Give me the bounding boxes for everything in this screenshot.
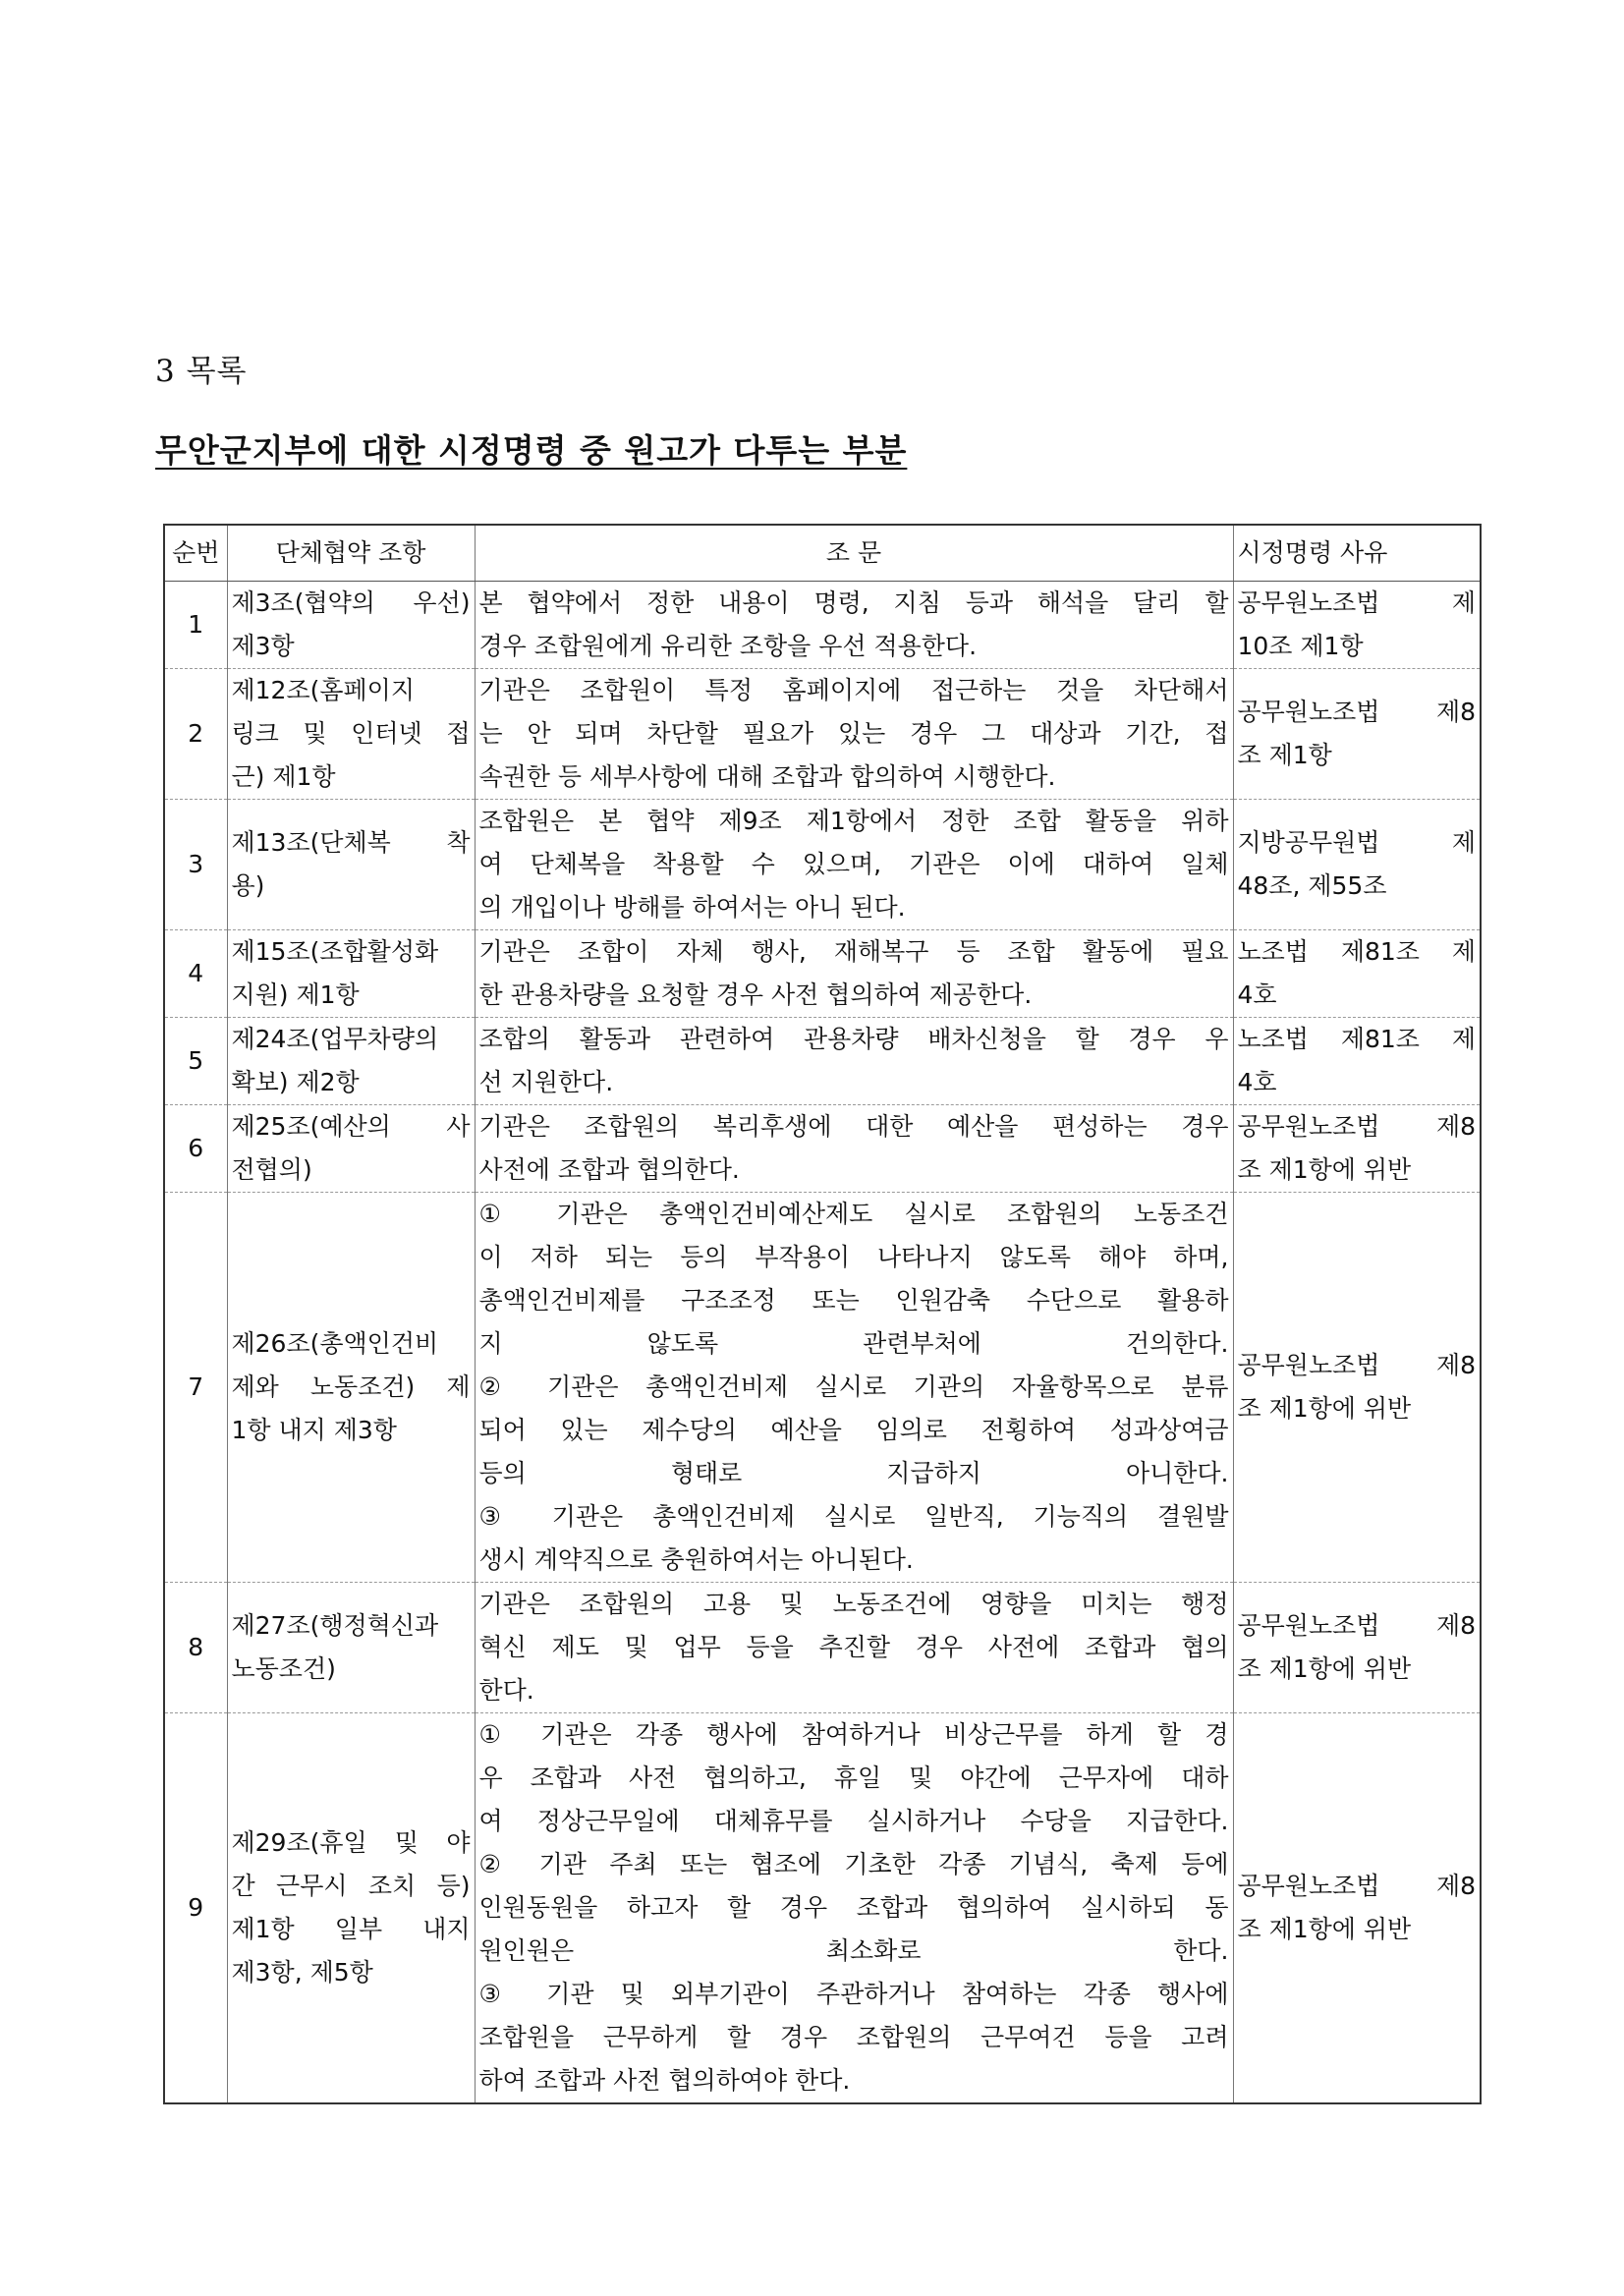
article-text-cell-line: ② 기관 주최 또는 협조에 기초한 각종 기념식, 축제 등에 bbox=[478, 1850, 1229, 1878]
article-text-cell-line: 기관은 조합원이 특정 홈페이지에 접근하는 것을 차단해서 bbox=[478, 676, 1229, 704]
article-cell-line: 제27조(행정혁신과 bbox=[231, 1611, 439, 1640]
reason-cell bbox=[1233, 1193, 1481, 1583]
article-text-cell-line: 본 협약에서 정한 내용이 명령, 지침 등과 해석을 달리 할 bbox=[478, 588, 1229, 617]
article-text-cell-line: 우 조합과 사전 협의하고, 휴일 및 야간에 근무자에 대하 bbox=[478, 1764, 1229, 1792]
article-cell-line: 노동조건) bbox=[231, 1654, 336, 1683]
article-cell-line: 제13조(단체복 착 bbox=[231, 828, 471, 857]
reason-cell bbox=[1233, 1018, 1481, 1105]
table-row bbox=[164, 1105, 1481, 1193]
reason-cell bbox=[1233, 1713, 1481, 2104]
table-body bbox=[164, 582, 1481, 2104]
article-text-cell-line: 선 지원한다. bbox=[478, 1068, 614, 1096]
article-text-cell-line: 속권한 등 세부사항에 대해 조합과 합의하여 시행한다. bbox=[478, 762, 1056, 791]
article-text-cell-line: 기관은 조합원의 복리후생에 대한 예산을 편성하는 경우 bbox=[478, 1112, 1229, 1141]
row-number: 8 bbox=[164, 1583, 227, 1713]
table-row bbox=[164, 1583, 1481, 1713]
row-number: 9 bbox=[164, 1713, 227, 2104]
article-text-cell-line: 생시 계약직으로 충원하여서는 아니된다. bbox=[478, 1545, 914, 1574]
article-cell-line: 제25조(예산의 사 bbox=[231, 1112, 471, 1141]
reason-cell-line: 노조법 제81조 제 bbox=[1237, 1025, 1476, 1053]
reason-cell-line: 조 제1항에 위반 bbox=[1237, 1915, 1412, 1943]
article-cell-line: 제29조(휴일 및 야 bbox=[231, 1828, 471, 1857]
article-cell bbox=[227, 800, 475, 930]
article-text-cell-line: 조합원은 본 협약 제9조 제1항에서 정한 조합 활동을 위하 bbox=[478, 807, 1229, 835]
article-text-cell bbox=[475, 1713, 1233, 2104]
article-cell bbox=[227, 1713, 475, 2104]
table-row bbox=[164, 800, 1481, 930]
reason-cell-line: 조 제1항에 위반 bbox=[1237, 1394, 1412, 1423]
article-text-cell-line: 혁신 제도 및 업무 등을 추진할 경우 사전에 조합과 협의 bbox=[478, 1633, 1229, 1661]
article-text-cell-line: 되어 있는 제수당의 예산을 임의로 전횡하여 성과상여금 bbox=[478, 1416, 1229, 1444]
article-cell-line: 제와 노동조건) 제 bbox=[231, 1372, 471, 1401]
reason-cell-line: 4호 bbox=[1237, 1068, 1277, 1096]
article-text-cell-line: 의 개입이나 방해를 하여서는 아니 된다. bbox=[478, 893, 906, 922]
reason-cell bbox=[1233, 582, 1481, 669]
article-cell-line: 지원) 제1항 bbox=[231, 980, 360, 1009]
reason-cell-line: 공무원노조법 제8 bbox=[1237, 1611, 1476, 1640]
article-cell-line: 근) 제1항 bbox=[231, 762, 336, 791]
article-cell bbox=[227, 1193, 475, 1583]
reason-cell-line: 공무원노조법 제 bbox=[1237, 588, 1476, 617]
article-text-cell-line: ③ 기관은 총액인건비제 실시로 일반직, 기능직의 결원발 bbox=[478, 1502, 1229, 1531]
row-number: 4 bbox=[164, 930, 227, 1018]
article-cell-line: 1항 내지 제3항 bbox=[231, 1416, 397, 1444]
article-text-cell-line: 지 않도록 관련부처에 건의한다. bbox=[478, 1329, 1229, 1358]
reason-cell-line: 4호 bbox=[1237, 980, 1277, 1009]
reason-cell-line: 조 제1항에 위반 bbox=[1237, 1155, 1412, 1184]
article-text-cell bbox=[475, 582, 1233, 669]
row-number: 6 bbox=[164, 1105, 227, 1193]
table-row bbox=[164, 669, 1481, 800]
article-text-cell-line: 등의 형태로 지급하지 아니한다. bbox=[478, 1459, 1229, 1487]
article-text-cell-line: 경우 조합원에게 유리한 조항을 우선 적용한다. bbox=[478, 632, 978, 660]
article-text-cell-line: 한다. bbox=[478, 1676, 534, 1705]
article-text-cell bbox=[475, 1193, 1233, 1583]
article-text-cell-line: ② 기관은 총액인건비제 실시로 기관의 자율항목으로 분류 bbox=[478, 1372, 1229, 1401]
article-cell bbox=[227, 1105, 475, 1193]
article-cell-line: 간 근무시 조치 등) bbox=[231, 1872, 471, 1900]
article-text-cell-line: 하여 조합과 사전 협의하여야 한다. bbox=[478, 2066, 851, 2095]
reason-cell-line: 노조법 제81조 제 bbox=[1237, 937, 1476, 966]
table-row bbox=[164, 1193, 1481, 1583]
reason-cell-line: 공무원노조법 제8 bbox=[1237, 1351, 1476, 1379]
document-title: 무안군지부에 대한 시정명령 중 원고가 다투는 부분 bbox=[155, 431, 908, 470]
article-text-cell-line: 여 정상근무일에 대체휴무를 실시하거나 수당을 지급한다. bbox=[478, 1807, 1229, 1835]
reason-cell bbox=[1233, 1105, 1481, 1193]
article-cell bbox=[227, 1018, 475, 1105]
article-cell-line: 제3조(협약의 우선) bbox=[231, 588, 471, 617]
article-cell-line: 확보) 제2항 bbox=[231, 1068, 360, 1096]
row-number: 2 bbox=[164, 669, 227, 800]
article-cell-line: 용) bbox=[231, 871, 265, 900]
table-row bbox=[164, 1713, 1481, 2104]
reason-cell-line: 지방공무원법 제 bbox=[1237, 828, 1476, 857]
article-cell-line: 제1항 일부 내지 bbox=[231, 1915, 471, 1943]
article-text-cell-line: 기관은 조합원의 고용 및 노동조건에 영향을 미치는 행정 bbox=[478, 1590, 1229, 1618]
reason-cell bbox=[1233, 669, 1481, 800]
table-row bbox=[164, 582, 1481, 669]
article-cell-line: 제3항, 제5항 bbox=[231, 1958, 373, 1987]
table-header-row bbox=[164, 525, 1481, 582]
table-row bbox=[164, 1018, 1481, 1105]
row-number: 1 bbox=[164, 582, 227, 669]
article-cell-line: 전협의) bbox=[231, 1155, 312, 1184]
article-text-cell-line: 인원동원을 하고자 할 경우 조합과 협의하여 실시하되 동 bbox=[478, 1893, 1229, 1922]
article-text-cell-line: 여 단체복을 착용할 수 있으며, 기관은 이에 대하여 일체 bbox=[478, 850, 1229, 878]
header-article: 단체협약 조항 bbox=[227, 525, 475, 582]
article-cell-line: 제24조(업무차량의 bbox=[231, 1025, 439, 1053]
header-reason: 시정명령 사유 bbox=[1233, 525, 1481, 582]
reason-cell bbox=[1233, 800, 1481, 930]
article-text-cell-line: 기관은 조합이 자체 행사, 재해복구 등 조합 활동에 필요 bbox=[478, 937, 1229, 966]
article-text-cell bbox=[475, 1583, 1233, 1713]
article-text-cell bbox=[475, 930, 1233, 1018]
article-text-cell-line: ① 기관은 총액인건비예산제도 실시로 조합원의 노동조건 bbox=[478, 1200, 1229, 1228]
reason-cell-line: 조 제1항 bbox=[1237, 741, 1332, 769]
article-cell-line: 링크 및 인터넷 접 bbox=[231, 719, 471, 748]
article-text-cell-line: ③ 기관 및 외부기관이 주관하거나 참여하는 각종 행사에 bbox=[478, 1980, 1229, 2008]
article-text-cell-line: 이 저하 되는 등의 부작용이 나타나지 않도록 해야 하며, bbox=[478, 1243, 1229, 1271]
row-number: 7 bbox=[164, 1193, 227, 1583]
header-number: 순번 bbox=[164, 525, 227, 582]
article-text-cell bbox=[475, 1105, 1233, 1193]
article-cell-line: 제26조(총액인건비 bbox=[231, 1329, 439, 1358]
row-number: 5 bbox=[164, 1018, 227, 1105]
article-text-cell bbox=[475, 669, 1233, 800]
article-text-cell-line: 총액인건비제를 구조조정 또는 인원감축 수단으로 활용하 bbox=[478, 1286, 1229, 1315]
reason-cell-line: 조 제1항에 위반 bbox=[1237, 1654, 1412, 1683]
table-row bbox=[164, 930, 1481, 1018]
correction-order-table bbox=[163, 524, 1482, 2104]
article-cell bbox=[227, 1583, 475, 1713]
article-cell bbox=[227, 582, 475, 669]
article-text-cell-line: 원인원은 최소화로 한다. bbox=[478, 1936, 1229, 1965]
reason-cell-line: 공무원노조법 제8 bbox=[1237, 1872, 1476, 1900]
reason-cell bbox=[1233, 1583, 1481, 1713]
header-text: 조 문 bbox=[475, 525, 1233, 582]
article-cell bbox=[227, 669, 475, 800]
article-cell bbox=[227, 930, 475, 1018]
article-cell-line: 제15조(조합활성화 bbox=[231, 937, 439, 966]
article-text-cell-line: 조합의 활동과 관련하여 관용차량 배차신청을 할 경우 우 bbox=[478, 1025, 1229, 1053]
article-text-cell-line: 조합원을 근무하게 할 경우 조합원의 근무여건 등을 고려 bbox=[478, 2023, 1229, 2051]
reason-cell-line: 48조, 제55조 bbox=[1237, 871, 1387, 900]
article-text-cell-line: 사전에 조합과 협의한다. bbox=[478, 1155, 740, 1184]
article-text-cell bbox=[475, 800, 1233, 930]
reason-cell-line: 공무원노조법 제8 bbox=[1237, 1112, 1476, 1141]
reason-cell bbox=[1233, 930, 1481, 1018]
reason-cell-line: 10조 제1항 bbox=[1237, 632, 1364, 660]
article-text-cell bbox=[475, 1018, 1233, 1105]
section-heading: 3 목록 bbox=[155, 354, 248, 389]
reason-cell-line: 공무원노조법 제8 bbox=[1237, 698, 1476, 726]
article-text-cell-line: 는 안 되며 차단할 필요가 있는 경우 그 대상과 기간, 접 bbox=[478, 719, 1229, 748]
article-text-cell-line: ① 기관은 각종 행사에 참여하거나 비상근무를 하게 할 경 bbox=[478, 1720, 1229, 1749]
article-text-cell-line: 한 관용차량을 요청할 경우 사전 협의하여 제공한다. bbox=[478, 980, 1033, 1009]
row-number: 3 bbox=[164, 800, 227, 930]
article-cell-line: 제12조(홈페이지 bbox=[231, 676, 415, 704]
article-cell-line: 제3항 bbox=[231, 632, 295, 660]
